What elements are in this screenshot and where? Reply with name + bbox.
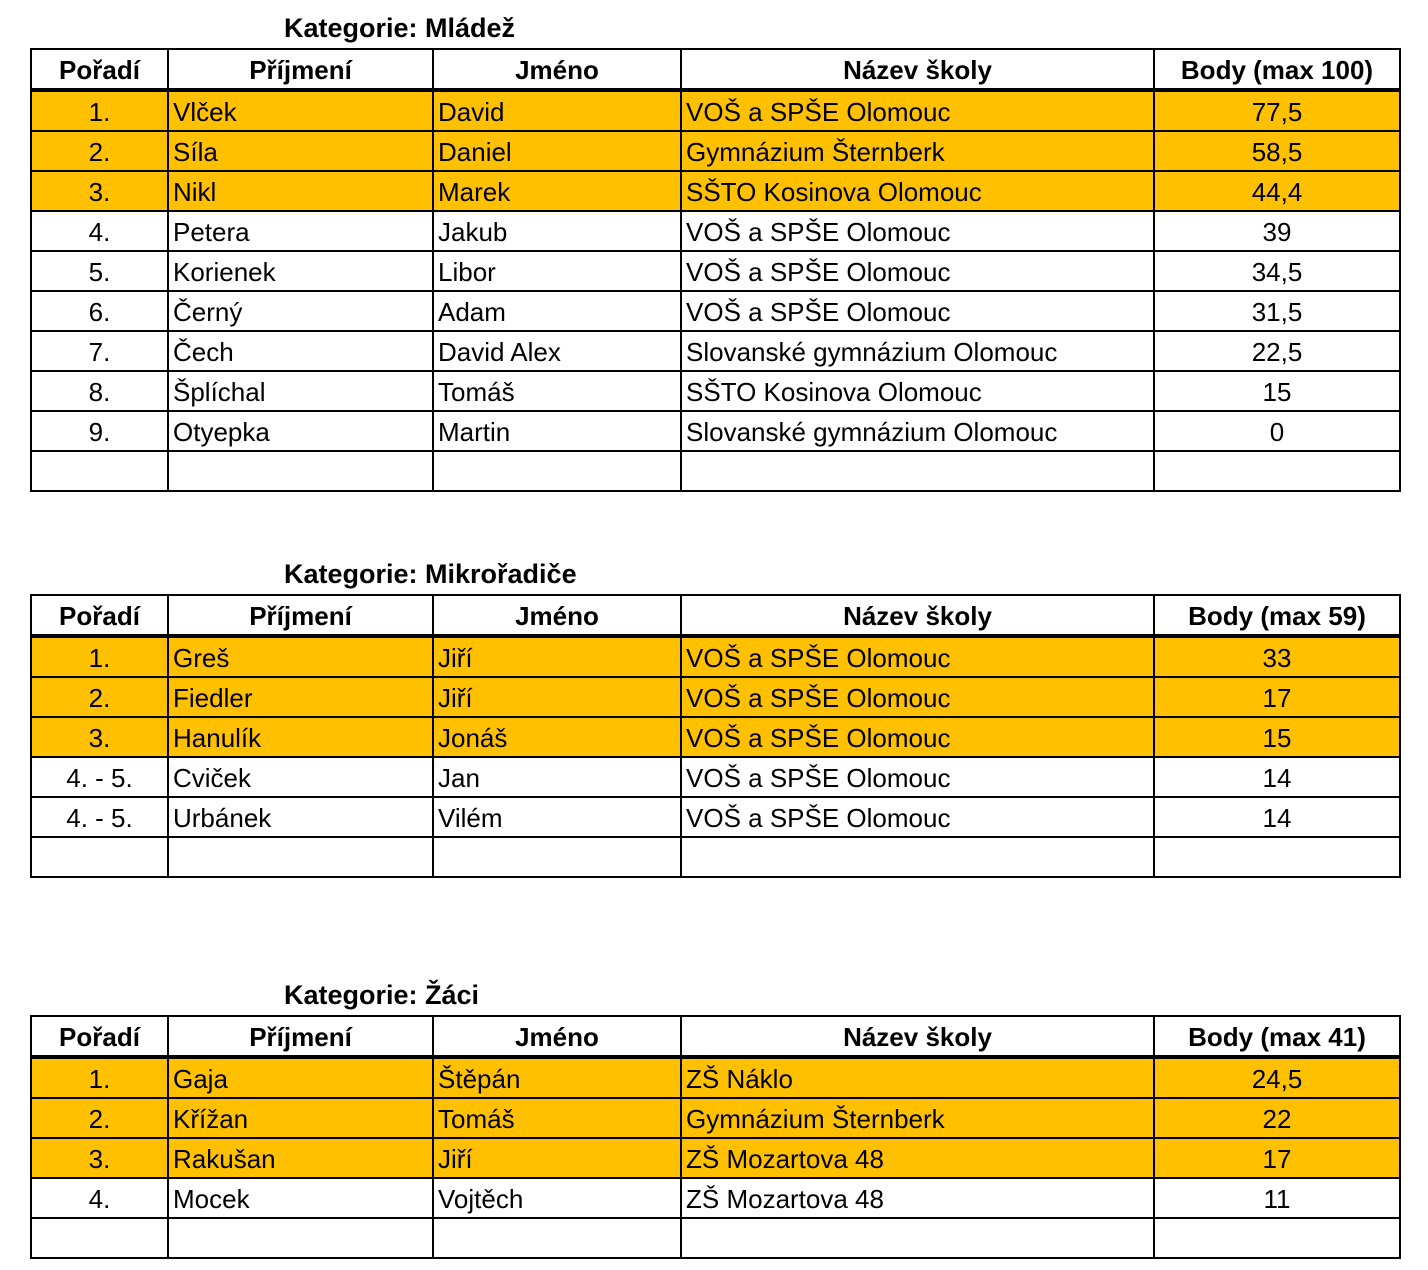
cell-name: Jan (433, 757, 681, 797)
cell-points: 15 (1154, 371, 1400, 411)
table-row (31, 411, 1400, 451)
cell-surname: Šplíchal (168, 371, 433, 411)
cell-rank: 5. (31, 251, 168, 291)
cell-name: Martin (433, 411, 681, 451)
header-school: Název školy (681, 49, 1154, 90)
cell-school: VOŠ a SPŠE Olomouc (681, 636, 1154, 677)
header-rank: Pořadí (31, 595, 168, 636)
cell-school: SŠTO Kosinova Olomouc (681, 171, 1154, 211)
cell-points: 24,5 (1154, 1057, 1400, 1098)
table-row (31, 331, 1400, 371)
cell-rank: 6. (31, 291, 168, 331)
cell-name: Jakub (433, 211, 681, 251)
cell-name: Štěpán (433, 1057, 681, 1098)
cell-surname: Vlček (168, 90, 433, 131)
category-title: Kategorie: Žáci (284, 980, 480, 1010)
cell-name: Vilém (433, 797, 681, 837)
cell-rank: 4. - 5. (31, 757, 168, 797)
table-row (31, 717, 1400, 757)
cell-surname: Urbánek (168, 797, 433, 837)
cell-rank: 7. (31, 331, 168, 371)
table-row (31, 1178, 1400, 1218)
cell-surname: Hanulík (168, 717, 433, 757)
cell-surname: Křížan (168, 1098, 433, 1138)
table-row (31, 371, 1400, 411)
cell-surname: Korienek (168, 251, 433, 291)
cell-school: VOŠ a SPŠE Olomouc (681, 797, 1154, 837)
results-table (30, 48, 1401, 492)
cell-points: 44,4 (1154, 171, 1400, 211)
cell-surname: Otyepka (168, 411, 433, 451)
table-row (31, 451, 1400, 491)
cell-surname: Síla (168, 131, 433, 171)
header-name: Jméno (433, 595, 681, 636)
cell-rank: 2. (31, 131, 168, 171)
cell-name: Jonáš (433, 717, 681, 757)
results-table (30, 1015, 1401, 1259)
category-title: Kategorie: Mikrořadiče (284, 559, 577, 589)
cell-name (433, 451, 681, 491)
cell-rank (31, 1218, 168, 1258)
cell-rank: 4. (31, 211, 168, 251)
cell-school: VOŠ a SPŠE Olomouc (681, 251, 1154, 291)
header-name: Jméno (433, 49, 681, 90)
cell-points: 31,5 (1154, 291, 1400, 331)
cell-rank: 2. (31, 1098, 168, 1138)
cell-surname (168, 1218, 433, 1258)
results-table (30, 594, 1401, 878)
cell-surname (168, 837, 433, 877)
table-row (31, 837, 1400, 877)
table-row (31, 757, 1400, 797)
cell-school: ZŠ Mozartova 48 (681, 1138, 1154, 1178)
cell-rank: 3. (31, 1138, 168, 1178)
cell-points: 39 (1154, 211, 1400, 251)
cell-rank: 4. - 5. (31, 797, 168, 837)
cell-points: 34,5 (1154, 251, 1400, 291)
table-row (31, 131, 1400, 171)
cell-surname: Gaja (168, 1057, 433, 1098)
cell-rank: 1. (31, 90, 168, 131)
table-row (31, 677, 1400, 717)
table-header-row (31, 49, 1400, 90)
table-row (31, 90, 1400, 131)
cell-surname: Čech (168, 331, 433, 371)
cell-name: Marek (433, 171, 681, 211)
table-row (31, 1057, 1400, 1098)
cell-points (1154, 837, 1400, 877)
cell-name: Libor (433, 251, 681, 291)
header-surname: Příjmení (168, 595, 433, 636)
cell-points: 22 (1154, 1098, 1400, 1138)
cell-school: SŠTO Kosinova Olomouc (681, 371, 1154, 411)
cell-school: VOŠ a SPŠE Olomouc (681, 211, 1154, 251)
cell-rank: 3. (31, 171, 168, 211)
header-school: Název školy (681, 1016, 1154, 1057)
category-title: Kategorie: Mládež (284, 13, 516, 43)
header-rank: Pořadí (31, 1016, 168, 1057)
cell-school: Slovanské gymnázium Olomouc (681, 411, 1154, 451)
cell-school: ZŠ Mozartova 48 (681, 1178, 1154, 1218)
cell-school: Gymnázium Šternberk (681, 1098, 1154, 1138)
cell-school (681, 451, 1154, 491)
header-points: Body (max 100) (1154, 49, 1400, 90)
cell-points: 14 (1154, 757, 1400, 797)
cell-school: VOŠ a SPŠE Olomouc (681, 717, 1154, 757)
table-row (31, 1138, 1400, 1178)
cell-school: VOŠ a SPŠE Olomouc (681, 90, 1154, 131)
cell-surname: Greš (168, 636, 433, 677)
cell-points: 58,5 (1154, 131, 1400, 171)
header-rank: Pořadí (31, 49, 168, 90)
table-row (31, 251, 1400, 291)
table-row (31, 211, 1400, 251)
cell-name: Jiří (433, 1138, 681, 1178)
cell-points (1154, 1218, 1400, 1258)
cell-surname: Cviček (168, 757, 433, 797)
table-row (31, 1098, 1400, 1138)
cell-name: Tomáš (433, 371, 681, 411)
table-header-row (31, 1016, 1400, 1057)
header-points: Body (max 41) (1154, 1016, 1400, 1057)
table-row (31, 291, 1400, 331)
cell-school: VOŠ a SPŠE Olomouc (681, 291, 1154, 331)
cell-name: David (433, 90, 681, 131)
cell-name: Jiří (433, 677, 681, 717)
cell-school: ZŠ Náklo (681, 1057, 1154, 1098)
cell-name (433, 1218, 681, 1258)
header-surname: Příjmení (168, 1016, 433, 1057)
cell-points: 17 (1154, 677, 1400, 717)
cell-name: Vojtěch (433, 1178, 681, 1218)
header-school: Název školy (681, 595, 1154, 636)
cell-points: 15 (1154, 717, 1400, 757)
cell-rank: 1. (31, 636, 168, 677)
cell-surname: Fiedler (168, 677, 433, 717)
cell-points: 33 (1154, 636, 1400, 677)
cell-rank: 1. (31, 1057, 168, 1098)
cell-points: 14 (1154, 797, 1400, 837)
cell-school (681, 1218, 1154, 1258)
cell-surname (168, 451, 433, 491)
cell-surname: Nikl (168, 171, 433, 211)
cell-school: VOŠ a SPŠE Olomouc (681, 757, 1154, 797)
cell-points: 17 (1154, 1138, 1400, 1178)
table-row (31, 171, 1400, 211)
header-surname: Příjmení (168, 49, 433, 90)
cell-rank: 4. (31, 1178, 168, 1218)
cell-points: 11 (1154, 1178, 1400, 1218)
cell-rank (31, 451, 168, 491)
cell-points: 0 (1154, 411, 1400, 451)
header-points: Body (max 59) (1154, 595, 1400, 636)
cell-name: David Alex (433, 331, 681, 371)
cell-rank: 8. (31, 371, 168, 411)
cell-rank: 3. (31, 717, 168, 757)
cell-surname: Petera (168, 211, 433, 251)
cell-surname: Černý (168, 291, 433, 331)
cell-name: Daniel (433, 131, 681, 171)
cell-points: 22,5 (1154, 331, 1400, 371)
cell-school: Slovanské gymnázium Olomouc (681, 331, 1154, 371)
cell-rank: 2. (31, 677, 168, 717)
table-row (31, 1218, 1400, 1258)
table-row (31, 636, 1400, 677)
cell-name: Tomáš (433, 1098, 681, 1138)
cell-name: Adam (433, 291, 681, 331)
cell-school (681, 837, 1154, 877)
cell-name: Jiří (433, 636, 681, 677)
cell-school: Gymnázium Šternberk (681, 131, 1154, 171)
cell-points: 77,5 (1154, 90, 1400, 131)
table-row (31, 797, 1400, 837)
cell-points (1154, 451, 1400, 491)
cell-surname: Rakušan (168, 1138, 433, 1178)
cell-name (433, 837, 681, 877)
cell-rank (31, 837, 168, 877)
header-name: Jméno (433, 1016, 681, 1057)
cell-school: VOŠ a SPŠE Olomouc (681, 677, 1154, 717)
cell-rank: 9. (31, 411, 168, 451)
cell-surname: Mocek (168, 1178, 433, 1218)
table-header-row (31, 595, 1400, 636)
